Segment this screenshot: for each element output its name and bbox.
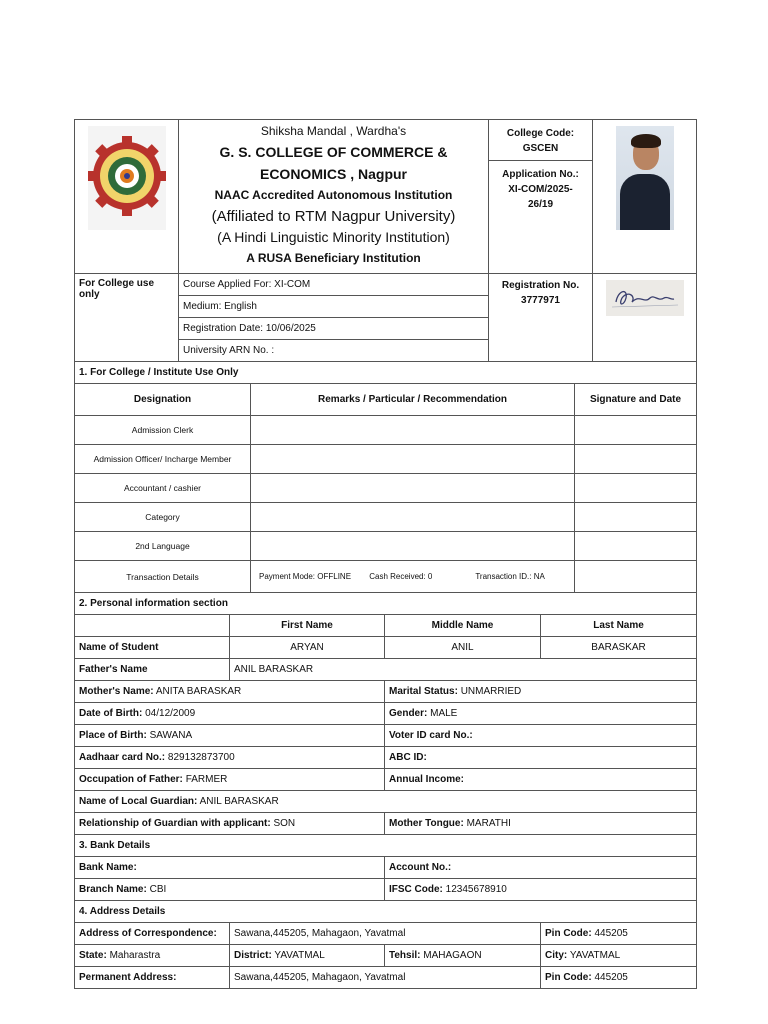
section4-title: 4. Address Details [75,901,697,923]
remarks-field [251,503,575,532]
city: YAVATMAL [569,950,621,961]
college-use-label: For College use only [75,274,179,362]
name-label: Name of Student [75,637,230,659]
father-label: Father's Name [75,659,230,681]
tehsil-row: Tehsil: MAHAGAON [385,945,541,967]
dob: 04/12/2009 [145,708,196,719]
account-row: Account No.: [385,857,697,879]
last-name: BARASKAR [541,637,697,659]
guardian: ANIL BARASKAR [199,796,279,807]
section3-title: 3. Bank Details [75,835,697,857]
signature-field [575,561,697,593]
income-row: Annual Income: [385,769,697,791]
aadhaar: 829132873700 [167,752,235,763]
middle-name: ANIL [385,637,541,659]
section1-title: 1. For College / Institute Use Only [75,362,697,384]
college-code-label: College Code: [506,128,575,139]
affiliation-text: (Affiliated to RTM Nagpur University) [211,208,456,225]
application-no-value: XI-COM/2025-26/19 [508,184,573,210]
occupation: FARMER [185,774,228,785]
signature-icon [606,280,684,316]
signature-field [575,416,697,445]
city-row: City: YAVATMAL [541,945,697,967]
ifsc: 12345678910 [445,884,507,895]
registration-no-label: Registration No. [501,280,580,291]
section3-table [74,834,697,901]
section2-title: 2. Personal information section [75,593,697,615]
transaction-info [251,561,575,593]
cash-received: Cash Received: 0 [369,572,433,581]
marital-status: UNMARRIED [460,686,522,697]
dob-row: Date of Birth: 04/12/2009 [75,703,385,725]
remarks-field [251,416,575,445]
branch-row: Branch Name: CBI [75,879,385,901]
branch: CBI [149,884,167,895]
bank-row: Bank Name: [75,857,385,879]
remarks-field [251,532,575,561]
voter-row: Voter ID card No.: [385,725,697,747]
college-title-block [179,120,489,274]
col-remarks: Remarks / Particular / Recommendation [251,384,575,416]
aadhaar-row: Aadhaar card No.: 829132873700 [75,747,385,769]
gender-row: Gender: MALE [385,703,697,725]
corr-pin-row: Pin Code: 445205 [541,923,697,945]
marital-row: Marital Status: UNMARRIED [385,681,697,703]
registration-no-cell [489,274,593,362]
registration-date: Registration Date: 10/06/2025 [179,318,489,340]
college-code-value: GSCEN [522,143,559,154]
first-name: ARYAN [230,637,385,659]
college-code-block [489,120,592,160]
medium: Medium: English [179,296,489,318]
blank-header [75,615,230,637]
corr-address: Sawana,445205, Mahagaon, Yavatmal [230,923,541,945]
transaction-id: Transaction ID.: NA [475,572,545,581]
district: YAVATMAL [274,950,325,961]
row-admission-officer: Admission Officer/ Incharge Member [75,445,251,474]
tehsil: MAHAGAON [423,950,482,961]
signature-field [575,532,697,561]
row-accountant: Accountant / cashier [75,474,251,503]
form-header [74,119,697,274]
tongue: MARATHI [466,818,511,829]
college-name-line1: G. S. COLLEGE OF COMMERCE & [219,144,448,160]
remarks-field [251,474,575,503]
logo-cell [75,120,179,274]
col-signature: Signature and Date [575,384,697,416]
section2-table [74,592,697,835]
row-category: Category [75,503,251,532]
society-name: Shiksha Mandal , Wardha's [260,124,407,138]
application-no-label: Application No.: [502,169,579,180]
district-row: District: YAVATMAL [230,945,385,967]
signature-field [575,503,697,532]
remarks-field [251,445,575,474]
col-designation: Designation [75,384,251,416]
corr-label: Address of Correspondence: [75,923,230,945]
university-arn: University ARN No. : [179,340,489,362]
state: Maharastra [109,950,161,961]
mother-name: ANITA BARASKAR [155,686,242,697]
perm-pin: 445205 [594,972,628,983]
course-applied: Course Applied For: XI-COM [179,274,489,296]
naac-text: NAAC Accredited Autonomous Institution [214,188,453,202]
code-cell [489,120,593,274]
row-admission-clerk: Admission Clerk [75,416,251,445]
signature-field [575,474,697,503]
relation-row: Relationship of Guardian with applicant: SON [75,813,385,835]
payment-mode: Payment Mode: OFFLINE [259,572,352,581]
minority-text: (A Hindi Linguistic Minority Institution) [217,229,450,245]
mother-row: Mother's Name: ANITA BARASKAR [75,681,385,703]
perm-pin-row: Pin Code: 445205 [541,967,697,989]
father-name: ANIL BARASKAR [230,659,697,681]
col-last-name: Last Name [541,615,697,637]
photo-cell [593,120,697,274]
signature-cell [593,274,697,362]
college-seal-icon [88,126,166,230]
abc-row: ABC ID: [385,747,697,769]
college-name-line2: ECONOMICS , Nagpur [259,166,407,182]
rusa-text: A RUSA Beneficiary Institution [246,251,421,265]
relation: SON [273,818,296,829]
state-row: State: Maharastra [75,945,230,967]
corr-pin: 445205 [594,928,628,939]
pob: SAWANA [149,730,193,741]
col-first-name: First Name [230,615,385,637]
application-form [74,119,696,989]
section4-table [74,900,697,989]
student-photo-icon [616,126,674,230]
gender: MALE [430,708,458,719]
college-use-table [74,273,697,362]
occupation-row: Occupation of Father: FARMER [75,769,385,791]
row-second-language: 2nd Language [75,532,251,561]
tongue-row: Mother Tongue: MARATHI [385,813,697,835]
guardian-row: Name of Local Guardian: ANIL BARASKAR [75,791,697,813]
registration-no-value: 3777971 [521,295,560,306]
perm-address: Sawana,445205, Mahagaon, Yavatmal [230,967,541,989]
application-no-block [489,160,592,218]
ifsc-row: IFSC Code: 12345678910 [385,879,697,901]
row-transaction-details: Transaction Details [75,561,251,593]
section1-table [74,361,697,593]
perm-label: Permanent Address: [75,967,230,989]
signature-field [575,445,697,474]
pob-row: Place of Birth: SAWANA [75,725,385,747]
col-middle-name: Middle Name [385,615,541,637]
